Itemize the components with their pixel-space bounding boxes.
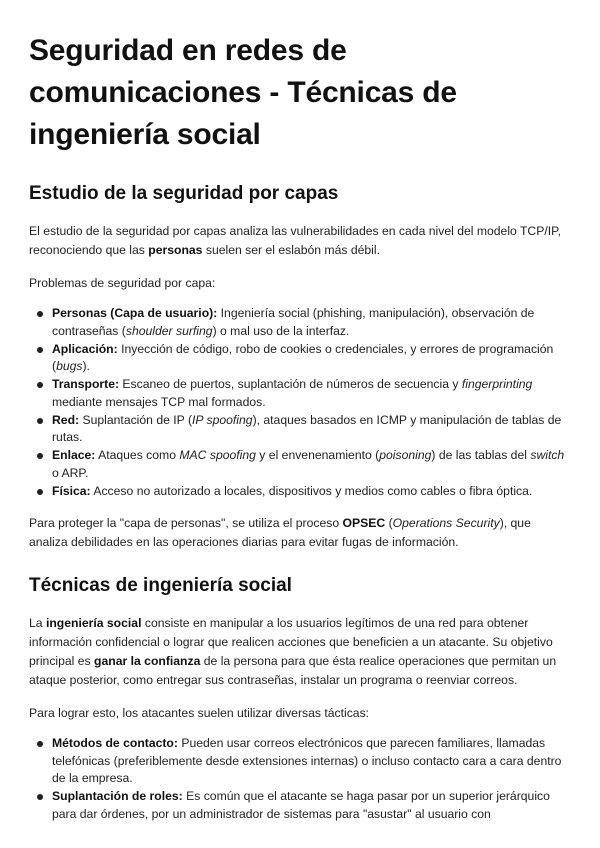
list-item: Física: Acceso no autorizado a locales, dispositivos y medios como cables o fibra óptica. (52, 483, 572, 501)
list-item: Métodos de contacto: Pueden usar correos electrónicos que parecen familiares, llamadas telefónicas (preferiblemente desde extensiones internas) o incluso contacto cara a cara dentro de la empresa. (52, 735, 572, 788)
section-heading-social-engineering: Técnicas de ingeniería social (29, 575, 292, 596)
page-title: Seguridad en redes de comunicaciones - Técnicas de ingeniería social (29, 34, 457, 151)
list-item: Suplantación de roles: Es común que el atacante se haga pasar por un superior jerárquico para dar órdenes, por un administrador de sistemas para "asustar" al usuario con (52, 788, 572, 823)
tactics-list-intro: Para lograr esto, los atacantes suelen utilizar diversas tácticas: (29, 706, 370, 720)
list-item: Aplicación: Inyección de código, robo de cookies o credenciales, y errores de programación (bugs). (52, 341, 572, 376)
list-item: Transporte: Escaneo de puertos, suplantación de números de secuencia y fingerprinting mediante mensajes TCP mal formados. (52, 376, 572, 411)
layers-intro-paragraph: El estudio de la seguridad por capas analiza las vulnerabilidades en cada nivel del modelo TCP/IP, reconociendo que las personas suelen ser el eslabón más débil. (29, 224, 562, 257)
list-item: Red: Suplantación de IP (IP spoofing), ataques basados en ICMP y manipulación de tablas de rutas. (52, 412, 572, 447)
tactics-list (29, 735, 572, 823)
list-item: Enlace: Ataques como MAC spoofing y el envenenamiento (poisoning) de las tablas del switch o ARP. (52, 447, 572, 482)
section-heading-layers: Estudio de la seguridad por capas (29, 183, 339, 204)
layer-problems-list (29, 305, 572, 500)
list-item: Personas (Capa de usuario): Ingeniería social (phishing, manipulación), observación de contraseñas (shoulder surfing) o mal uso de la interfaz. (52, 305, 572, 340)
opsec-paragraph: Para proteger la "capa de personas", se utiliza el proceso OPSEC (Operations Security), que analiza debilidades en las operaciones diarias para evitar fugas de información. (29, 516, 531, 549)
layers-list-intro: Problemas de seguridad por capa: (29, 276, 216, 290)
social-engineering-intro-paragraph: La ingeniería social consiste en manipular a los usuarios legítimos de una red para obtener información confidencial o lograr que realicen acciones que beneficien a un atacante. Su objetivo principal es ganar la confianza de la persona para que ésta realice operaciones que permitan un ataque posterior, como entregar sus contraseñas, instalar un programa o reenviar correos. (29, 616, 557, 687)
